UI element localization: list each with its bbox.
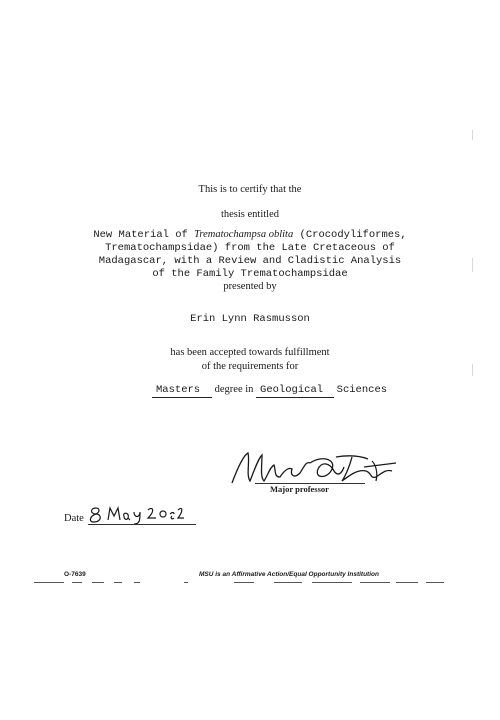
entitled-text: thesis entitled [220, 209, 280, 220]
thesis-title [60, 228, 440, 281]
major-professor-label: Major professor [270, 484, 329, 494]
thesis-title-line-3: Madagascar, with a Review and Cladistic Analysis [98, 255, 402, 267]
title-prefix: New Material of [93, 229, 195, 241]
degree-line [152, 384, 387, 398]
field-value: Geological [256, 384, 334, 398]
thesis-title-line-2: Trematochampsidae) from the Late Cretaceous of [105, 242, 395, 254]
scan-edge-mark [472, 364, 473, 376]
thesis-title-line-1 [60, 228, 440, 242]
author-name: Erin Lynn Rasmusson [190, 313, 310, 325]
presented-by-text: presented by [223, 281, 277, 292]
scan-artifact-dashes [34, 582, 444, 584]
thesis-title-line-4: of the Family Trematochampsidae [152, 268, 348, 280]
title-suffix: (Crocodyliformes, [293, 229, 407, 241]
accepted-text-line-1: has been accepted towards fulfillment [170, 347, 330, 358]
field-suffix: Sciences [336, 384, 388, 396]
date-label: Date [64, 513, 84, 524]
certify-text: This is to certify that the [198, 184, 302, 195]
degree-value: Masters [152, 384, 212, 398]
degree-connector: degree in [214, 384, 254, 395]
scan-edge-mark [472, 258, 473, 272]
accepted-text-line-2: of the requirements for [201, 361, 299, 372]
form-code: O-7639 [64, 571, 86, 578]
date-line [88, 524, 196, 525]
institution-note: MSU is an Affirmative Action/Equal Opportunity Institution [199, 571, 379, 578]
taxon-name: Trematochampsa oblita [194, 229, 294, 240]
scan-edge-mark [472, 130, 473, 140]
